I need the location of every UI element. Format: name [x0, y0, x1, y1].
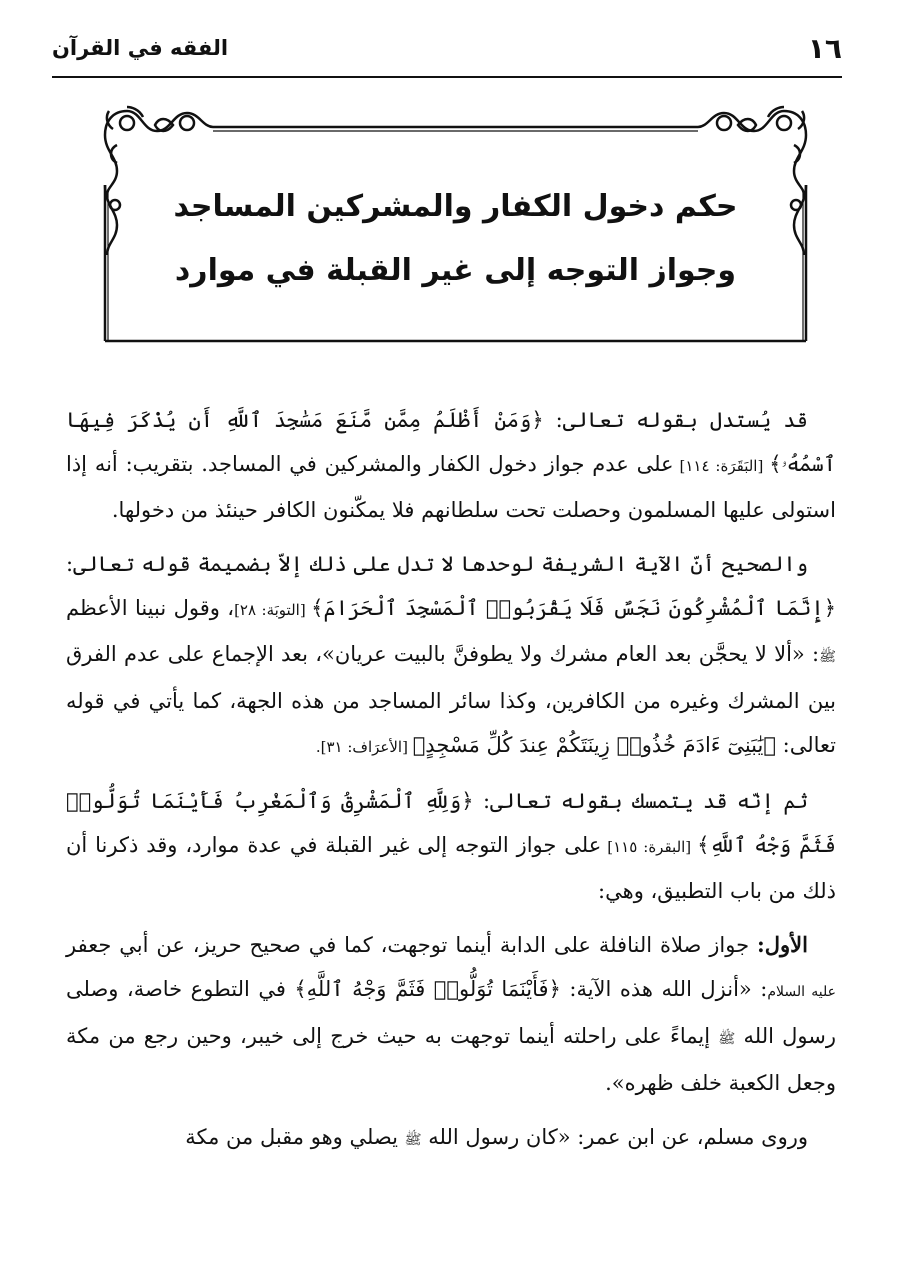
header-rule — [52, 76, 842, 78]
paragraph-text: يصلي وهو مقبل من مكة — [185, 1125, 405, 1149]
paragraph-text: قد يُستدل بقوله تعالى: — [543, 408, 808, 432]
paragraph-text: جواز صلاة النافلة على الدابة أينما توجهت، كما في صحيح حريز، عن أبي جعفر — [66, 933, 758, 957]
chapter-title-line-1: حكم دخول الكفار والمشركين المساجد — [173, 189, 738, 224]
running-title: الفقه في القرآن — [52, 36, 229, 60]
quran-verse: ﴿يَٰبَنِىٓ ءَادَمَ خُذُوا۟ زِينَتَكُمْ عِندَ كُلِّ مَسْجِدٍ﴾ — [412, 733, 776, 757]
item-label: الأول: — [757, 932, 808, 957]
chapter-title — [103, 175, 808, 303]
quran-verse: ﴿فَأَيْنَمَا تُوَلُّوا۟ فَثَمَّ وَجْهُ ٱللَّهِ﴾ — [294, 977, 561, 1001]
paragraph-text: على عدم جواز دخول الكفار والمشركين في المساجد. بتقريب: أنه إذا استولى عليها المسلمون وحصلت تحت سلطانهم فلا يمكّنون الكافر حينئذ من دخولها. — [66, 452, 836, 522]
verse-reference: [التوبَة: ٢٨] — [234, 601, 312, 619]
paragraph-text: ، وقول نبينا الأعظم — [66, 596, 235, 620]
honorific-icon: ﷺ — [404, 1132, 422, 1148]
hadith-quote: : «أنزل الله هذه الآية: — [560, 977, 768, 1001]
quran-verse: ﴿إِنَّمَا ٱلْمُشْرِكُونَ نَجَسٌ فَلَا يَقْرَبُوا۟ ٱلْمَسْجِدَ ٱلْحَرَامَ﴾ — [311, 596, 837, 620]
paragraph-5 — [66, 1115, 836, 1162]
title-frame — [103, 105, 808, 343]
paragraph-3 — [66, 779, 836, 913]
paragraph-1 — [66, 398, 836, 532]
verse-reference: [البَقَرَة: ١١٤] — [673, 457, 770, 475]
page-number: ١٦ — [807, 32, 842, 65]
paragraph-text: إيماءً على راحلته أينما توجهت به حيث خرج إلى خيبر، وحين رجع من مكة وجعل الكعبة خلف ظهره». — [66, 1024, 836, 1095]
quran-verse: ﴿وَلِلَّهِ ٱلْمَشْرِقُ وَٱلْمَغْرِبُ فَأَيْنَمَا تُوَلُّوا۟ فَثَمَّ وَجْهُ ٱللَّهِ﴾ — [66, 789, 836, 857]
honorific-icon: عليه السلام — [767, 984, 836, 1000]
verse-reference: [البقرة: ١١٥] — [601, 838, 698, 856]
paragraph-2 — [66, 542, 836, 769]
honorific-icon: ﷺ — [718, 1031, 736, 1047]
paragraph-text: وروى مسلم، عن ابن عمر: «كان رسول الله — [421, 1125, 808, 1149]
paragraph-4 — [66, 923, 836, 1105]
chapter-title-line-2: وجواز التوجه إلى غير القبلة في موارد — [174, 253, 737, 288]
quran-verse: ﴿وَمَنْ أَظْلَمُ مِمَّن مَّنَعَ مَسَٰجِدَ ٱللَّهِ أَن يُذْكَرَ فِيهَا ٱسْمُهُۥ﴾ — [66, 408, 836, 476]
verse-reference: [الأعرَاف: ٣١]. — [315, 738, 413, 756]
hadith-quote: : «ألا لا يحجَّن بعد العام مشرك ولا يطوفنَّ بالبيت عريان» — [322, 642, 820, 666]
paragraph-text: والصحيح أنّ الآية الشريفة لوحدها لا تدل على ذلك إلاّ بضميمة قوله تعالى: — [66, 552, 808, 576]
paragraph-text: ، بعد الإجماع على عدم الفرق بين المشرك وغيره من الكافرين، وكذا سائر المساجد من هذه الجهة، كما يأتي في قوله تعالى: — [66, 642, 836, 757]
paragraph-text: ثم إنّه قد يتمسك بقوله تعالى: — [473, 789, 808, 813]
body-text — [66, 398, 836, 1172]
paragraph-text: على جواز التوجه إلى غير القبلة في عدة موارد، وقد ذكرنا أن ذلك من باب التطبيق، وهي: — [66, 833, 836, 903]
page-header — [52, 30, 842, 74]
paragraph-text: في التطوع خاصة، وصلى رسول الله — [66, 977, 836, 1048]
honorific-icon: ﷺ — [819, 649, 836, 665]
